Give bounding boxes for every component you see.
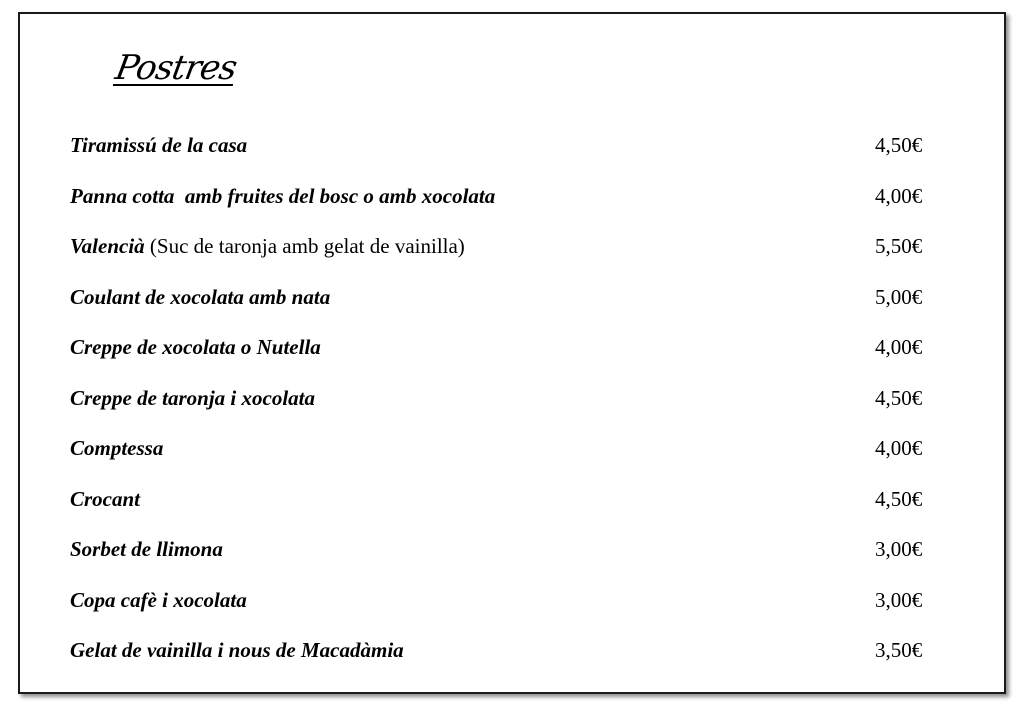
list-item — [70, 184, 970, 235]
item-name: Copa cafè i xocolata — [70, 587, 247, 612]
item-name: Comptessa — [70, 436, 164, 460]
item-name: Creppe de xocolata o Nutella — [70, 335, 321, 359]
item-name: Valencià (Suc de taronja amb gelat de vainilla) — [70, 234, 465, 258]
item-name: Tiramissú de la casa — [70, 133, 248, 157]
item-name: Sorbet de llimona — [70, 537, 223, 561]
item-price: 4,00€ — [875, 335, 923, 359]
list-item — [70, 487, 970, 538]
item-price: 4,50€ — [875, 385, 923, 410]
item-price: 4,00€ — [875, 183, 923, 208]
list-item — [70, 133, 970, 184]
list-item — [70, 335, 970, 386]
item-name: Gelat de vainilla i nous de Macadàmia — [70, 638, 404, 662]
item-name: Crocant — [70, 486, 141, 511]
item-name: Coulant de xocolata amb nata — [70, 284, 331, 309]
list-item — [70, 638, 970, 689]
list-item — [70, 234, 970, 285]
list-item — [70, 436, 970, 487]
menu-title: Postres — [112, 48, 240, 88]
list-item — [70, 588, 970, 639]
menu-page — [18, 12, 1006, 694]
item-price: 4,50€ — [875, 133, 923, 157]
item-price: 4,00€ — [875, 436, 923, 460]
list-item — [70, 386, 970, 437]
dessert-list — [70, 133, 970, 689]
list-item — [70, 537, 970, 588]
item-price: 3,00€ — [875, 587, 923, 612]
item-price: 5,50€ — [875, 234, 923, 258]
item-name: Panna cotta amb fruites del bosc o amb xocolata — [70, 183, 496, 208]
item-price: 3,50€ — [875, 638, 923, 662]
item-description: (Suc de taronja amb gelat de vainilla) — [144, 234, 465, 258]
item-price: 5,00€ — [875, 284, 923, 309]
item-name: Creppe de taronja i xocolata — [70, 385, 315, 410]
item-price: 3,00€ — [875, 537, 923, 561]
item-price: 4,50€ — [875, 486, 923, 511]
list-item — [70, 285, 970, 336]
